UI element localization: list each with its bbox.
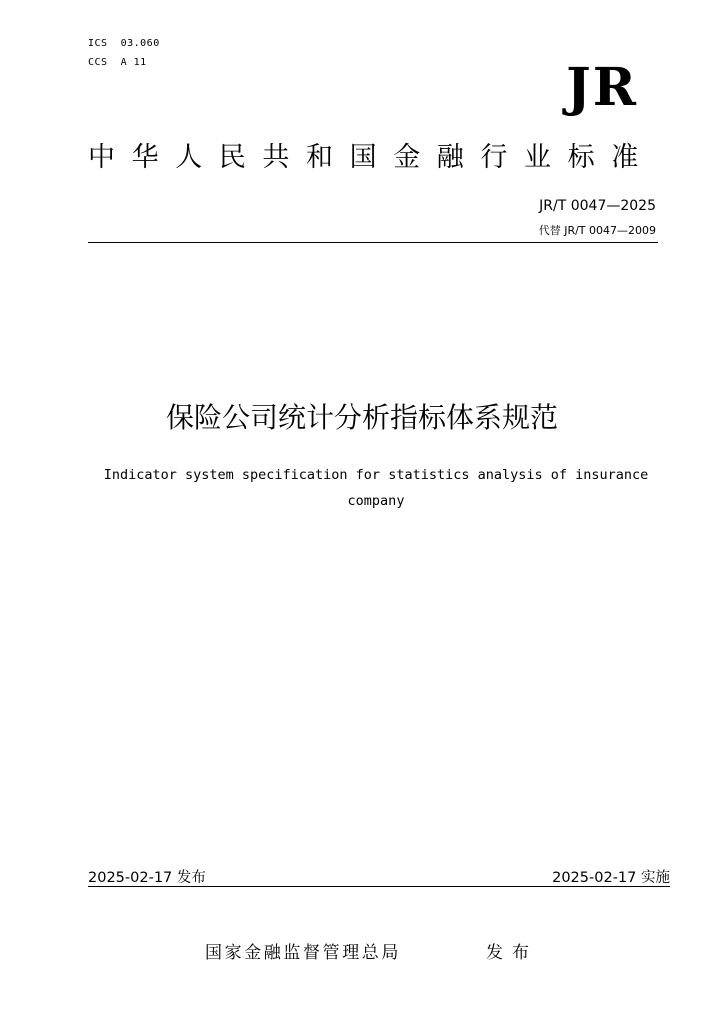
ccs-code: CCS A 11 (88, 57, 147, 68)
standard-category: 中华人民共和国金融行业标准 (88, 142, 655, 173)
footer-divider (88, 886, 670, 887)
document-title-cn: 保险公司统计分析指标体系规范 (165, 401, 558, 434)
standard-number: JR/T 0047—2025 (539, 198, 656, 214)
jr-logo: JR (566, 57, 638, 118)
header-divider (88, 242, 658, 243)
publisher-name: 国家金融监督管理总局 (205, 943, 401, 963)
publish-label: 发布 (486, 943, 538, 963)
document-title-en: Indicator system specification for statistics analysis of insurance company (103, 467, 649, 509)
issue-date: 2025-02-17 发布 (88, 870, 206, 886)
replaces-standard: 代替 JR/T 0047—2009 (538, 224, 656, 237)
implementation-date: 2025-02-17 实施 (552, 870, 670, 886)
ics-code: ICS 03.060 (88, 38, 160, 49)
